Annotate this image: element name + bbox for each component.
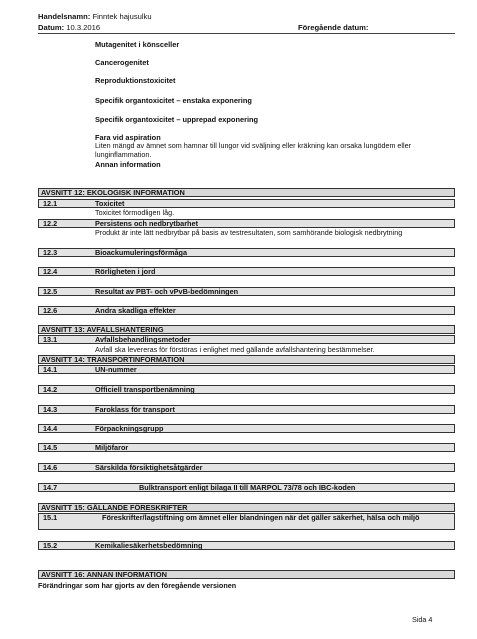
row-12-3 <box>38 248 455 257</box>
row-title: Resultat av PBT- och vPvB-bedömningen <box>95 287 239 296</box>
row-title: Officiell transportbenämning <box>95 385 195 394</box>
row-title: Toxicitet <box>95 199 125 208</box>
row-number: 15.1 <box>43 513 58 522</box>
row-12-2 <box>38 219 455 228</box>
row-14-3 <box>38 405 455 414</box>
tox-item-carcinogenicity: Cancerogenitet <box>95 58 149 67</box>
date-label: Datum: <box>38 23 65 32</box>
row-14-2 <box>38 385 455 394</box>
tox-item-stot-repeated: Specifik organtoxicitet – upprepad exponering <box>95 115 259 124</box>
row-14-6 <box>38 463 455 472</box>
prev-date-label: Föregående datum: <box>298 23 369 32</box>
row-14-4 <box>38 424 455 433</box>
row-number: 12.6 <box>43 306 58 315</box>
row-number: 12.4 <box>43 267 58 276</box>
row-number: 12.5 <box>43 287 58 296</box>
row-title: Andra skadliga effekter <box>95 306 176 315</box>
row-12-4 <box>38 267 455 276</box>
date-line <box>38 23 100 32</box>
section-12-heading: AVSNITT 12: EKOLOGISK INFORMATION <box>38 188 455 197</box>
row-12-1 <box>38 199 455 208</box>
section-16-text: Förändringar som har gjorts av den föregående versionen <box>38 581 237 590</box>
date-value: 10.3.2016 <box>66 23 101 32</box>
row-title: Avfallsbehandlingsmetoder <box>95 335 191 344</box>
trade-name-line <box>38 12 152 21</box>
row-12-2-text: Produkt är inte lätt nedbrytbar på basis av testresultaten, som samhörande biologisk nedbrytning <box>95 228 403 237</box>
row-number: 12.2 <box>43 219 58 228</box>
row-14-1 <box>38 365 455 374</box>
row-title: Miljöfaror <box>95 443 129 452</box>
row-title: Förpackningsgrupp <box>95 424 164 433</box>
tox-item-mutagenicity: Mutagenitet i könsceller <box>95 40 180 49</box>
row-number: 12.3 <box>43 248 58 257</box>
page-number: Sida 4 <box>412 615 433 624</box>
row-title: Särskilda försiktighetsåtgärder <box>95 463 203 472</box>
row-number: 15.2 <box>43 541 58 550</box>
tox-item-reproductive: Reproduktionstoxicitet <box>95 76 176 85</box>
row-title: Föreskrifter/lagstiftning om ämnet eller blandningen när det gäller säkerhet, hälsa och miljö <box>102 513 420 522</box>
row-number: 13.1 <box>43 335 58 344</box>
row-number: 14.5 <box>43 443 58 452</box>
row-title: Kemikaliesäkerhetsbedömning <box>95 541 203 550</box>
trade-name-value: Finntek hajusulku <box>92 12 152 21</box>
row-12-6 <box>38 306 455 315</box>
section-13-heading: AVSNITT 13: AVFALLSHANTERING <box>38 325 455 334</box>
row-title: Rörligheten i jord <box>95 267 156 276</box>
row-title: Bulktransport enligt bilaga II till MARPOL 73/78 och IBC-koden <box>139 483 356 492</box>
aspiration-text: Liten mängd av ämnet som hamnar till lungor vid sväljning eller kräkning kan orsaka lungödem eller lunginflammation. <box>95 141 412 159</box>
row-13-1-text: Avfall ska levereras för förstöras i enlighet med gällande avfallshantering bestämmelser. <box>95 345 375 354</box>
section-14-heading: AVSNITT 14: TRANSPORTINFORMATION <box>38 355 455 364</box>
section-15-heading: AVSNITT 15: GÄLLANDE FÖRESKRIFTER <box>38 503 455 512</box>
row-12-1-text: Toxicitet förmodligen låg. <box>95 208 175 217</box>
row-12-5 <box>38 287 455 296</box>
row-number: 14.7 <box>43 483 58 492</box>
row-title: UN-nummer <box>95 365 137 374</box>
row-title: Faroklass för transport <box>95 405 175 414</box>
row-number: 14.1 <box>43 365 58 374</box>
row-number: 14.6 <box>43 463 58 472</box>
header-divider <box>38 33 455 34</box>
row-14-7 <box>38 483 455 492</box>
section-16-heading: AVSNITT 16: ANNAN INFORMATION <box>38 570 455 579</box>
other-info-heading: Annan information <box>95 160 161 169</box>
row-number: 14.2 <box>43 385 58 394</box>
tox-item-aspiration: Fara vid aspiration <box>95 133 161 142</box>
row-title: Persistens och nedbrytbarhet <box>95 219 198 228</box>
tox-item-stot-single: Specifik organtoxicitet – enstaka exponering <box>95 96 252 105</box>
row-15-1 <box>38 513 455 530</box>
row-title: Bioackumuleringsförmåga <box>95 248 188 257</box>
row-13-1 <box>38 335 455 344</box>
row-number: 14.4 <box>43 424 58 433</box>
trade-name-label: Handelsnamn: <box>38 12 91 21</box>
row-14-5 <box>38 443 455 452</box>
row-15-2 <box>38 541 455 550</box>
row-number: 14.3 <box>43 405 58 414</box>
row-number: 12.1 <box>43 199 58 208</box>
